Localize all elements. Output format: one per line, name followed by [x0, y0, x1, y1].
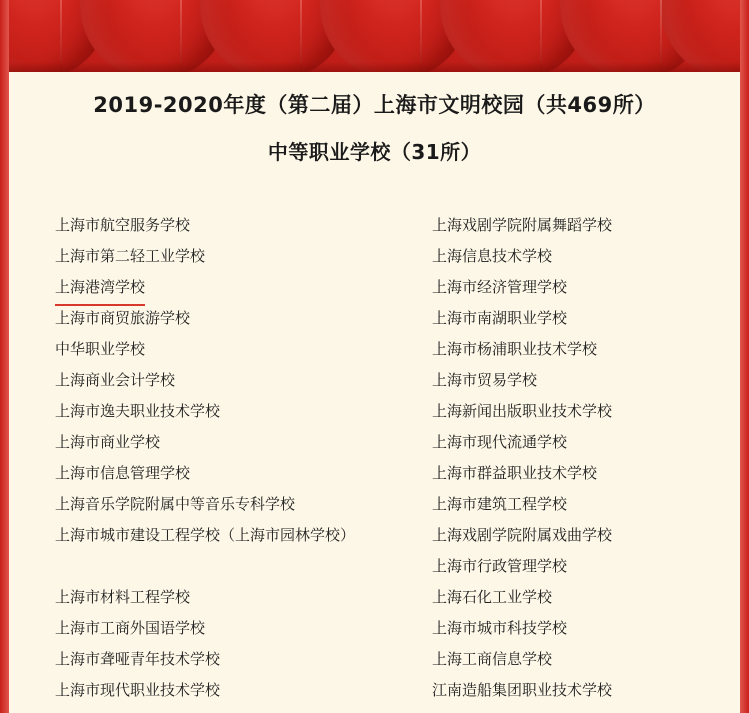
list-item	[432, 520, 749, 551]
school-name: 上海戏剧学院附属舞蹈学校	[432, 216, 613, 234]
list-item	[55, 303, 392, 334]
school-name-highlighted: 上海港湾学校	[55, 272, 145, 306]
school-name: 上海市现代职业技术学校	[55, 681, 221, 699]
list-item	[432, 210, 749, 241]
school-name: 上海市信息管理学校	[55, 464, 191, 482]
page-subtitle: 中等职业学校（31所）	[267, 140, 482, 164]
page-title: 2019-2020年度（第二届）上海市文明校园（共469所）	[93, 93, 656, 117]
school-name: 上海市第二轻工业学校	[55, 247, 206, 265]
list-item	[55, 613, 392, 644]
list-item	[55, 489, 392, 520]
school-name: 上海市商业学校	[55, 433, 161, 451]
school-name: 上海工商信息学校	[432, 650, 553, 668]
school-name: 上海市材料工程学校	[55, 588, 191, 606]
school-name: 上海市航空服务学校	[55, 216, 191, 234]
school-name: 上海市贸易学校	[432, 371, 538, 389]
list-item	[432, 396, 749, 427]
school-name: 上海市商贸旅游学校	[55, 309, 191, 327]
school-name: 江南造船集团职业技术学校	[432, 681, 613, 699]
school-name: 上海市工商外国语学校	[55, 619, 206, 637]
list-item	[432, 644, 749, 675]
list-item	[55, 365, 392, 396]
school-name: 上海音乐学院附属中等音乐专科学校	[55, 495, 296, 513]
school-list	[0, 210, 749, 706]
school-name: 上海市建筑工程学校	[432, 495, 568, 513]
list-item	[432, 334, 749, 365]
school-list-column-left	[0, 210, 392, 706]
list-item	[432, 272, 749, 303]
list-item	[432, 303, 749, 334]
list-item	[55, 644, 392, 675]
list-item	[55, 241, 392, 272]
school-name: 上海戏剧学院附属戏曲学校	[432, 526, 613, 544]
list-item	[432, 241, 749, 272]
school-name: 上海新闻出版职业技术学校	[432, 402, 613, 420]
school-name: 上海市城市建设工程学校（上海市园林学校）	[55, 526, 356, 544]
list-item	[432, 489, 749, 520]
list-item	[55, 675, 392, 706]
red-curtain-banner	[0, 0, 749, 72]
curtain-shadow	[0, 62, 749, 72]
list-item	[432, 582, 749, 613]
school-name: 上海市经济管理学校	[432, 278, 568, 296]
list-item	[55, 520, 392, 582]
school-name: 上海信息技术学校	[432, 247, 553, 265]
school-name: 上海商业会计学校	[55, 371, 176, 389]
list-item	[432, 427, 749, 458]
list-item	[432, 551, 749, 582]
school-name: 上海市城市科技学校	[432, 619, 568, 637]
list-item	[55, 334, 392, 365]
school-name: 上海市群益职业技术学校	[432, 464, 598, 482]
list-item-highlighted	[55, 272, 392, 303]
list-item	[432, 458, 749, 489]
school-name: 上海市南湖职业学校	[432, 309, 568, 327]
list-item	[55, 427, 392, 458]
list-item	[432, 613, 749, 644]
list-item	[432, 675, 749, 706]
school-name: 上海石化工业学校	[432, 588, 553, 606]
school-name: 上海市行政管理学校	[432, 557, 568, 575]
school-name: 上海市现代流通学校	[432, 433, 568, 451]
school-name: 上海市杨浦职业技术学校	[432, 340, 598, 358]
list-item	[55, 458, 392, 489]
list-item	[432, 365, 749, 396]
school-name: 上海市聋哑青年技术学校	[55, 650, 221, 668]
list-item	[55, 396, 392, 427]
title-block	[0, 90, 749, 166]
school-name: 上海市逸夫职业技术学校	[55, 402, 221, 420]
list-item	[55, 210, 392, 241]
school-name: 中华职业学校	[55, 340, 146, 358]
school-list-column-right	[392, 210, 749, 706]
list-item	[55, 582, 392, 613]
